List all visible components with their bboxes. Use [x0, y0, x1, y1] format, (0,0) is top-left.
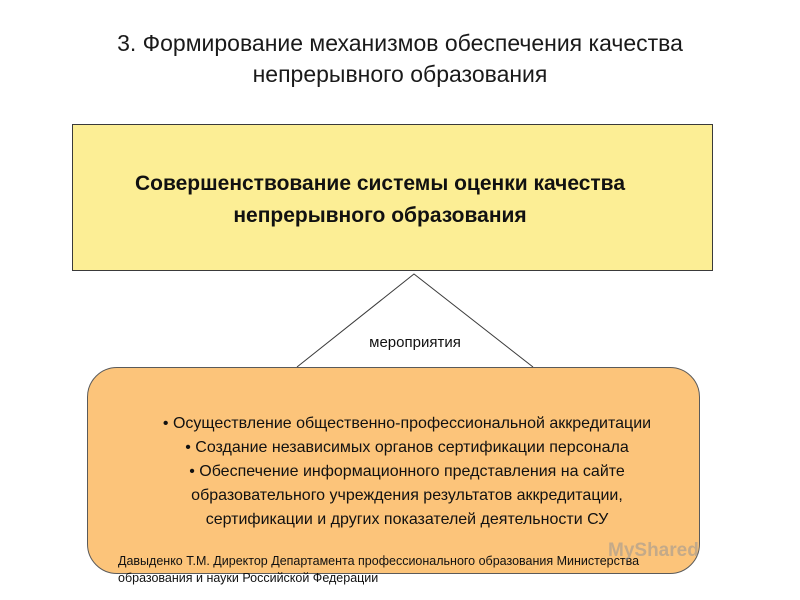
action-item: • Осуществление общественно-профессиональной аккредитации	[162, 415, 652, 432]
connector-label: мероприятия	[369, 334, 461, 351]
action-item: • Создание независимых органов сертификации персонала	[185, 439, 629, 456]
goal-text-line-2: непрерывного образования	[233, 204, 527, 227]
connector-lines	[297, 274, 533, 367]
action-item: • Обеспечение информационного представления на сайте	[189, 463, 625, 480]
action-item: образовательного учреждения результатов аккредитации,	[191, 487, 623, 504]
author-line-2: образования и науки Российской Федерации	[118, 571, 379, 585]
author-line-1: Давыденко Т.М. Директор Департамента профессионального образования Министерства	[118, 554, 640, 568]
slide-title-line-1: 3. Формирование механизмов обеспечения качества	[117, 30, 683, 56]
goal-text-line-1: Совершенствование системы оценки качества	[135, 172, 625, 195]
actions-list	[87, 412, 727, 532]
slide-title-line-2: непрерывного образования	[252, 61, 548, 87]
action-item: сертификации и других показателей деятельности СУ	[205, 511, 609, 528]
watermark-logo: MyShared	[608, 540, 699, 561]
